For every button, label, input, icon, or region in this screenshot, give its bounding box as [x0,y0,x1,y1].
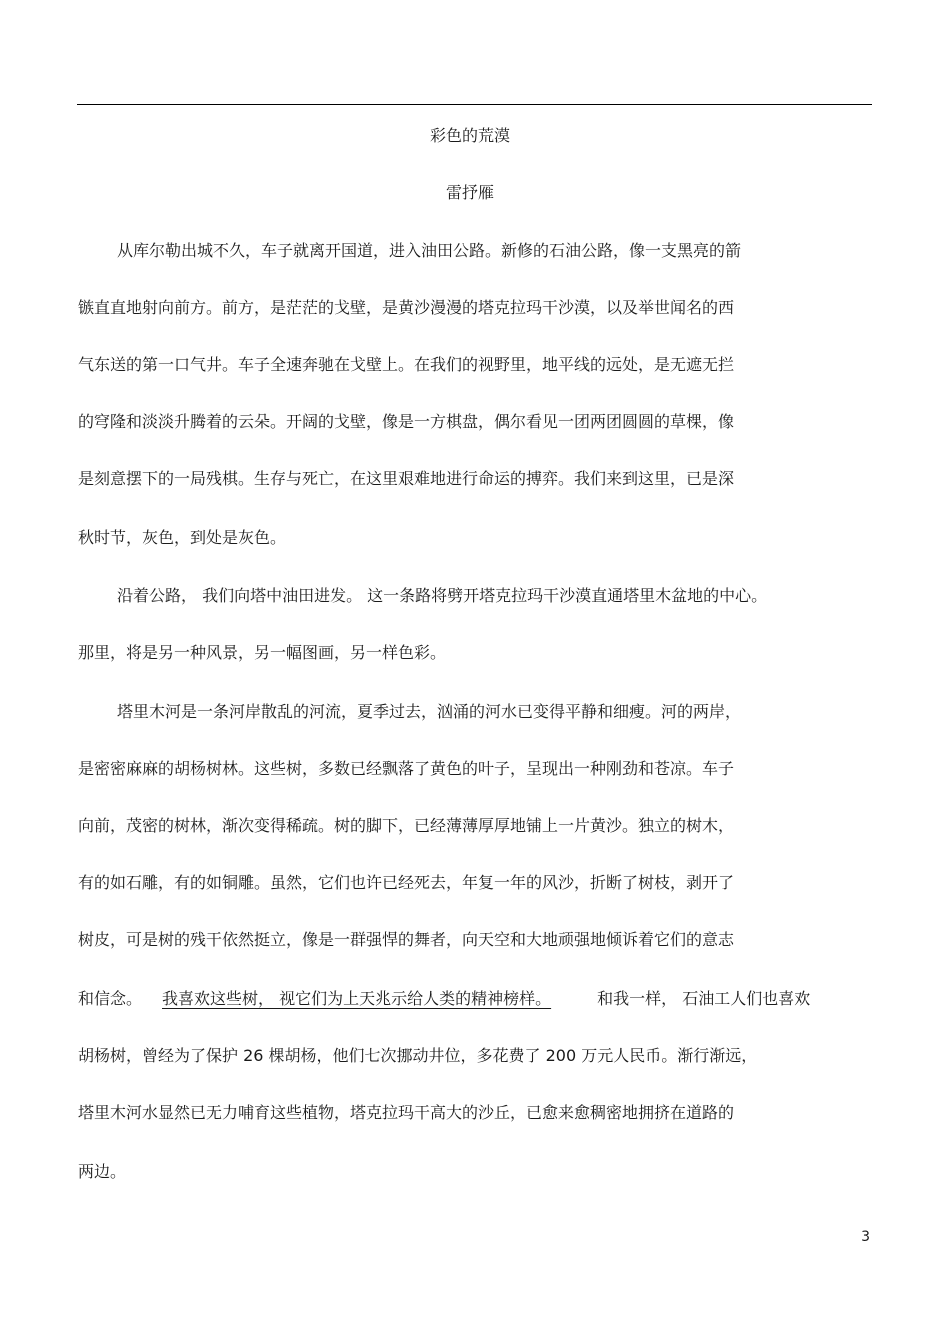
body-line: 镞直直地射向前方。前方，是茫茫的戈壁，是黄沙漫漫的塔克拉玛干沙漠，以及举世闻名的西 [78,298,735,317]
body-text: 和信念。 [78,989,143,1008]
body-line: 的穹隆和淡淡升腾着的云朵。开阔的戈壁，像是一方棋盘，偶尔看见一团两团圆圆的草棵，像 [78,412,735,431]
header-rule [77,104,872,105]
body-line: 树皮，可是树的残干依然挺立，像是一群强悍的舞者，向天空和大地顽强地倾诉着它们的意志 [78,930,735,949]
body-line: 有的如石雕，有的如铜雕。虽然，它们也许已经死去，年复一年的风沙，折断了树枝，剥开了 [78,873,735,892]
body-line: 塔里木河水显然已无力哺育这些植物，塔克拉玛干高大的沙丘，已愈来愈稠密地拥挤在道路的 [78,1103,735,1122]
body-line [78,989,810,1009]
body-line: 是刻意摆下的一局残棋。生存与死亡，在这里艰难地进行命运的搏弈。我们来到这里，已是深 [78,469,735,488]
body-line: 两边。 [78,1162,127,1181]
article-author: 雷抒雁 [445,183,494,202]
body-line: 气东送的第一口气井。车子全速奔驰在戈壁上。在我们的视野里，地平线的远处，是无遮无拦 [78,355,735,374]
article-title: 彩色的荒漠 [429,126,510,145]
body-line: 从库尔勒出城不久，车子就离开国道，进入油田公路。新修的石油公路，像一支黑亮的箭 [117,241,742,260]
body-line: 那里，将是另一种风景，另一幅图画，另一样色彩。 [78,643,447,662]
body-line: 沿着公路， 我们向塔中油田进发。 这一条路将劈开塔克拉玛干沙漠直通塔里木盆地的中心。 [117,586,768,605]
body-line: 是密密麻麻的胡杨树林。这些树，多数已经飘落了黄色的叶子，呈现出一种刚劲和苍凉。车子 [78,759,735,778]
underlined-sentence: 我喜欢这些树， 视它们为上天兆示给人类的精神榜样。 [162,989,552,1008]
page-number: 3 [861,1229,870,1245]
body-line: 秋时节，灰色，到处是灰色。 [78,528,287,547]
body-text: 和我一样， 石油工人们也喜欢 [597,989,811,1008]
body-line: 向前，茂密的树林，渐次变得稀疏。树的脚下，已经薄薄厚厚地铺上一片黄沙。独立的树木， [78,816,735,835]
body-line: 塔里木河是一条河岸散乱的河流，夏季过去，汹涌的河水已变得平静和细瘦。河的两岸， [117,702,742,721]
body-line: 胡杨树，曾经为了保护 26 棵胡杨，他们七次挪动井位，多花费了 200 万元人民币。渐行渐远， [78,1046,758,1065]
